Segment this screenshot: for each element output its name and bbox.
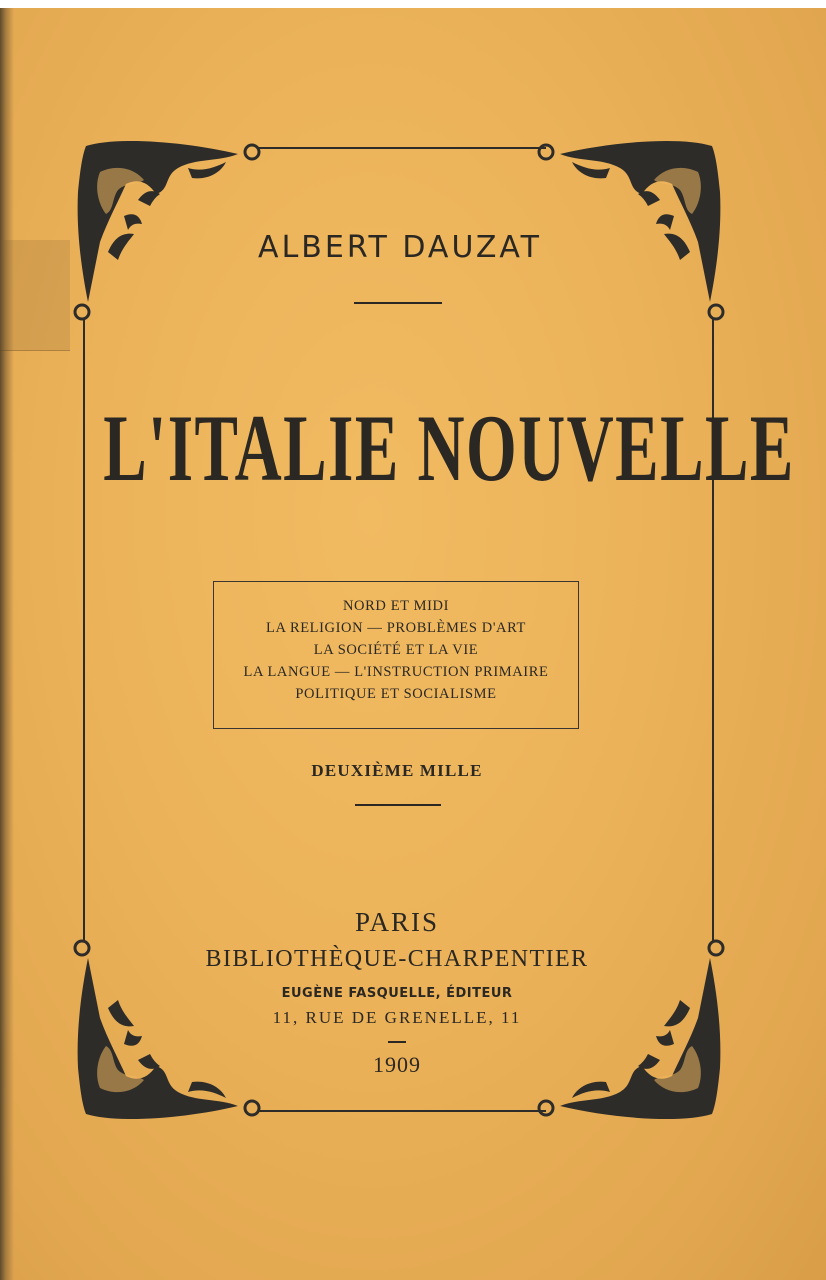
contents-line: LA RELIGION — PROBLÈMES D'ART — [265, 620, 526, 636]
publisher-name: EUGÈNE FASQUELLE, ÉDITEUR — [281, 986, 513, 1001]
library-name: BIBLIOTHÈQUE-CHARPENTIER — [205, 946, 589, 972]
contents-line: LA SOCIÉTÉ ET LA VIE — [313, 642, 479, 658]
contents-line: LA LANGUE — L'INSTRUCTION PRIMAIRE — [243, 664, 549, 680]
contents-line: POLITIQUE ET SOCIALISME — [295, 686, 497, 702]
contents-line: NORD ET MIDI — [342, 598, 449, 614]
rule-above-year — [388, 1041, 406, 1043]
rule-under-edition — [355, 804, 441, 806]
edition-label: DEUXIÈME MILLE — [311, 761, 483, 780]
publication-year: 1909 — [373, 1052, 421, 1077]
contents-box — [213, 581, 579, 729]
publisher-address: 11, RUE DE GRENELLE, 11 — [272, 1008, 522, 1027]
author-name: ALBERT DAUZAT — [258, 230, 542, 265]
book-title: L'ITALIE NOUVELLE — [103, 397, 795, 502]
publication-city: PARIS — [354, 907, 440, 937]
rule-under-author — [354, 302, 442, 304]
